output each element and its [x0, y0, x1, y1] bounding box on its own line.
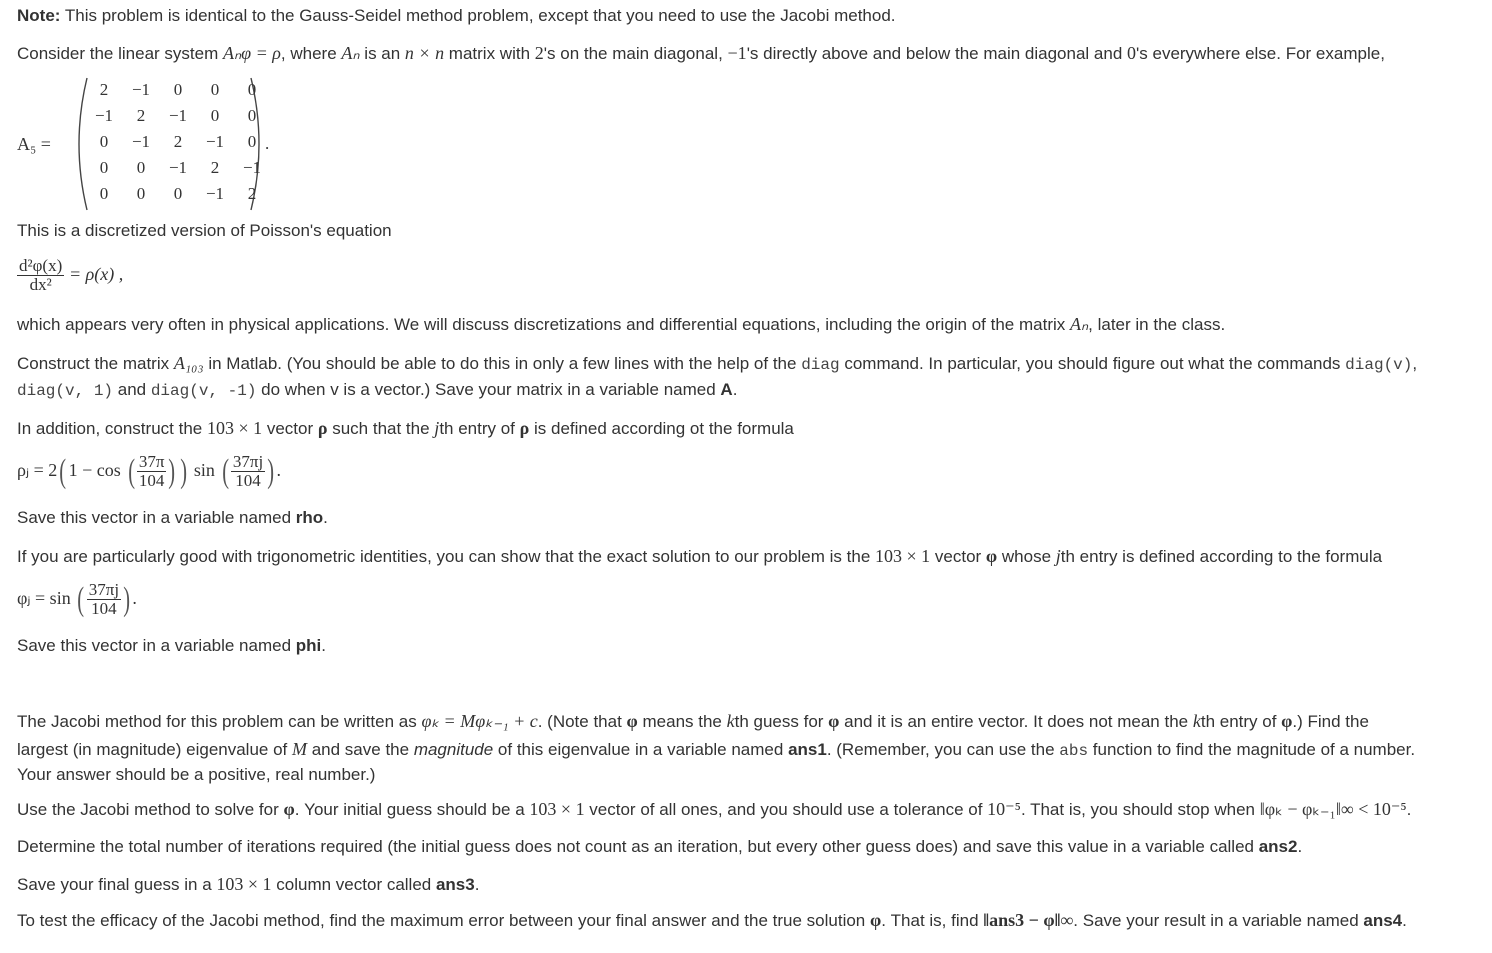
text: function to find the magnitude of a number.	[1088, 740, 1416, 759]
matrix-cell: −1	[205, 184, 225, 203]
matrix-cell: 2	[210, 158, 220, 177]
intro-paragraph	[17, 43, 1385, 64]
rho-formula	[17, 450, 281, 492]
jacobi-line1	[17, 711, 1369, 732]
text: . Your initial guess should be a	[294, 800, 530, 819]
fraction-37pij-104	[231, 453, 265, 490]
one-minus-cos: 1 − cos	[68, 460, 121, 480]
var-ans4: ans4	[1363, 911, 1403, 930]
matrix-cell: 2	[136, 106, 146, 125]
text: The Jacobi method for this problem can be written as	[17, 712, 422, 731]
text: Construct the matrix	[17, 354, 174, 373]
text: 's directly above and below the main diagonal and	[746, 44, 1128, 63]
text: in Matlab. (You should be able to do this in only a few lines with the help of the	[203, 354, 802, 373]
matrix-a5	[17, 74, 287, 214]
math-jacobi-iteration: φₖ = Mφₖ₋₁ + c	[421, 711, 538, 731]
matrix-cell: −1	[131, 80, 151, 99]
period: .	[276, 460, 282, 480]
matrix-cell: 0	[99, 132, 109, 151]
text: .	[1406, 800, 1412, 819]
text: do when	[256, 380, 331, 399]
code-diag: diag	[801, 356, 840, 374]
text: . Save your result in a variable named	[1073, 911, 1364, 930]
den: 104	[91, 599, 117, 619]
exact-solution-line	[17, 546, 1382, 567]
text: If you are particularly good with trigonometric identities, you can show that the exact solution to our problem is the	[17, 547, 876, 566]
text: command. In particular, you should figure out what the commands	[839, 354, 1346, 373]
code-abs: abs	[1059, 742, 1089, 760]
math-two: 2	[534, 43, 544, 63]
text: . That is, you should stop when	[1020, 800, 1260, 819]
math-phi: φ	[828, 711, 840, 731]
matrix-cell: 0	[99, 184, 109, 203]
text: 's on the main diagonal,	[543, 44, 728, 63]
text: such that the	[327, 419, 435, 438]
math-phi: φ	[1281, 711, 1293, 731]
paren-close: )	[168, 452, 176, 490]
text: Save this vector in a variable named	[17, 636, 296, 655]
math-j: j	[1055, 546, 1061, 566]
save-phi-line	[17, 636, 326, 656]
matrix-cell: 0	[136, 158, 146, 177]
num: 37πj	[88, 580, 120, 600]
math-tolerance: 10⁻⁵	[987, 799, 1021, 819]
discretization-paragraph	[17, 314, 1225, 335]
math-dim: 103 × 1	[206, 418, 263, 438]
math-phi: φ	[626, 711, 638, 731]
text: .) Find the	[1292, 712, 1369, 731]
math-An: Aₙ	[1069, 314, 1089, 334]
math-M: M	[292, 739, 307, 759]
matrix-cell: 0	[210, 106, 220, 125]
sin: sin	[193, 460, 215, 480]
iterations-line	[17, 837, 1302, 857]
final-guess-line	[17, 874, 479, 895]
paren-close: )	[180, 452, 187, 490]
matrix-cell: −1	[242, 158, 262, 177]
note-label: Note:	[17, 6, 61, 25]
var-rho: rho	[295, 508, 324, 527]
code-diag-v: diag(v)	[1345, 356, 1413, 374]
save-rho-line	[17, 508, 328, 528]
math-error-norm: ‖ans3 − φ‖∞	[983, 910, 1074, 930]
math-rho: ρ	[317, 418, 328, 438]
paren-open: (	[59, 452, 67, 490]
matrix-cell: 0	[247, 80, 257, 99]
matrix-cell: 0	[173, 184, 183, 203]
matrix-cell: 0	[173, 80, 183, 99]
text: and save the	[307, 740, 414, 759]
jacobi-line2	[17, 739, 1415, 761]
matrix-cell: 2	[173, 132, 183, 151]
construct-matrix-line1	[17, 353, 1417, 375]
var-A: A	[720, 380, 733, 399]
text: vector	[262, 419, 318, 438]
math-system: Aₙφ = ρ	[222, 43, 281, 63]
text: Determine the total number of iterations required (the initial guess does not count as an iteration, but every other guess does) and save this value in a variable called	[17, 837, 1259, 856]
rho-intro	[17, 418, 794, 439]
max-error-line	[17, 910, 1407, 931]
code-diag-v-minus1: diag(v, -1)	[150, 382, 257, 400]
text: .	[1402, 911, 1407, 930]
text: .	[732, 380, 738, 399]
text: largest (in magnitude) eigenvalue of	[17, 740, 292, 759]
num: 37πj	[232, 452, 264, 472]
math-A103: A₁₀₃	[173, 353, 204, 373]
text: .	[321, 636, 326, 655]
text: Consider the linear system	[17, 44, 223, 63]
matrix-cell: 2	[247, 184, 257, 203]
text: .	[1297, 837, 1303, 856]
matrix-cell: 0	[210, 80, 220, 99]
math-minus-one: −1	[727, 43, 747, 63]
var-ans2: ans2	[1258, 837, 1298, 856]
text: and it is an entire vector. It does not mean the	[839, 712, 1193, 731]
text: . (Remember, you can use the	[826, 740, 1060, 759]
text: whose	[997, 547, 1056, 566]
math-rho: ρ	[519, 418, 530, 438]
construct-matrix-line2	[17, 380, 737, 401]
math-stop-condition: ‖φₖ − φₖ₋₁‖∞ < 10⁻⁵	[1259, 799, 1407, 819]
var-ans1: ans1	[788, 740, 827, 759]
matrix-period: .	[265, 134, 270, 153]
matrix-cell: 0	[136, 184, 146, 203]
period: .	[132, 588, 137, 608]
text: . That is, find	[881, 911, 984, 930]
num: 37π	[138, 452, 165, 472]
math-dim: 103 × 1	[875, 546, 931, 566]
math-k: k	[1192, 711, 1201, 731]
text: is an	[359, 44, 405, 63]
text: .	[474, 875, 480, 894]
poisson-rhs: = ρ(x) ,	[68, 264, 124, 284]
text: In addition, construct the	[17, 419, 207, 438]
text: of this eigenvalue in a variable named	[493, 740, 789, 759]
var-ans3: ans3	[435, 875, 475, 894]
poisson-fraction	[17, 257, 64, 294]
text: vector	[930, 547, 986, 566]
text: , where	[280, 44, 342, 63]
text: means the	[637, 712, 727, 731]
math-j: j	[434, 418, 440, 438]
matrix-cell: −1	[168, 158, 188, 177]
text: is a vector.) Save your matrix in a variable named	[338, 380, 721, 399]
rho-lhs: ρⱼ = 2	[17, 460, 58, 480]
matrix-cell: 0	[99, 158, 109, 177]
paren-open: (	[221, 452, 229, 490]
fraction-37pij-104	[87, 581, 121, 618]
math-k: k	[726, 711, 735, 731]
matrix-label: A₅ =	[17, 134, 51, 154]
math-phi: φ	[985, 546, 998, 566]
poisson-equation	[17, 256, 123, 294]
math-An: Aₙ	[341, 43, 360, 63]
matrix-cell: −1	[168, 106, 188, 125]
text: matrix with	[444, 44, 535, 63]
math-dim: 103 × 1	[529, 799, 585, 819]
matrix-cell: −1	[131, 132, 151, 151]
text: th guess for	[734, 712, 829, 731]
matrix-cell: −1	[205, 132, 225, 151]
phi-lhs: φⱼ = sin	[17, 588, 71, 608]
text: Use the Jacobi method to solve for	[17, 800, 284, 819]
note-line	[17, 6, 896, 26]
text: .	[323, 508, 328, 527]
var-phi: phi	[295, 636, 322, 655]
poisson-intro: This is a discretized version of Poisson's equation	[17, 221, 392, 240]
text: ,	[1412, 354, 1418, 373]
fraction-37pi-104	[137, 453, 167, 490]
poisson-num: d²φ(x)	[19, 256, 63, 276]
text: Save your final guess in a	[17, 875, 217, 894]
text: is defined according ot the formula	[529, 419, 794, 438]
den: 104	[138, 471, 165, 491]
text-magnitude: magnitude	[413, 740, 494, 759]
text-v: v	[330, 380, 339, 399]
text: th entry of	[439, 419, 520, 438]
tolerance-line	[17, 799, 1411, 820]
text: vector of all ones, and you should use a tolerance of	[584, 800, 988, 819]
poisson-den: dx²	[29, 275, 52, 295]
text: To test the efficacy of the Jacobi method, find the maximum error between your final answer and the true solution	[17, 911, 870, 930]
math-dim: 103 × 1	[216, 874, 272, 894]
math-zero: 0	[1127, 43, 1137, 63]
text: Save this vector in a variable named	[17, 508, 296, 527]
text: 's everywhere else. For example,	[1136, 44, 1385, 63]
matrix-cell: 0	[247, 106, 257, 125]
text: th entry of	[1200, 712, 1282, 731]
text: . (Note that	[537, 712, 627, 731]
math-nxn: n × n	[404, 43, 445, 63]
note-text: This problem is identical to the Gauss-Seidel method problem, except that you need to use the Jacobi method.	[60, 6, 896, 25]
text: column vector called	[271, 875, 436, 894]
den: 104	[235, 471, 261, 491]
matrix-cell: 0	[247, 132, 257, 151]
paren-close: )	[123, 580, 131, 618]
paren-open: (	[77, 580, 85, 618]
text: th entry is defined according to the formula	[1060, 547, 1383, 566]
phi-formula	[17, 578, 137, 620]
code-diag-v-1: diag(v, 1)	[17, 382, 114, 400]
text: and	[113, 380, 151, 399]
text: which appears very often in physical applications. We will discuss discretizations and differential equations, including the origin of the matrix	[17, 315, 1070, 334]
math-phi: φ	[283, 799, 295, 819]
matrix-cell: −1	[94, 106, 114, 125]
matrix-cell: 2	[99, 80, 109, 99]
text: , later in the class.	[1088, 315, 1226, 334]
paren-open: (	[127, 452, 135, 490]
paren-close: )	[267, 452, 275, 490]
math-phi: φ	[869, 910, 882, 930]
jacobi-line3: Your answer should be a positive, real number.)	[17, 765, 376, 784]
